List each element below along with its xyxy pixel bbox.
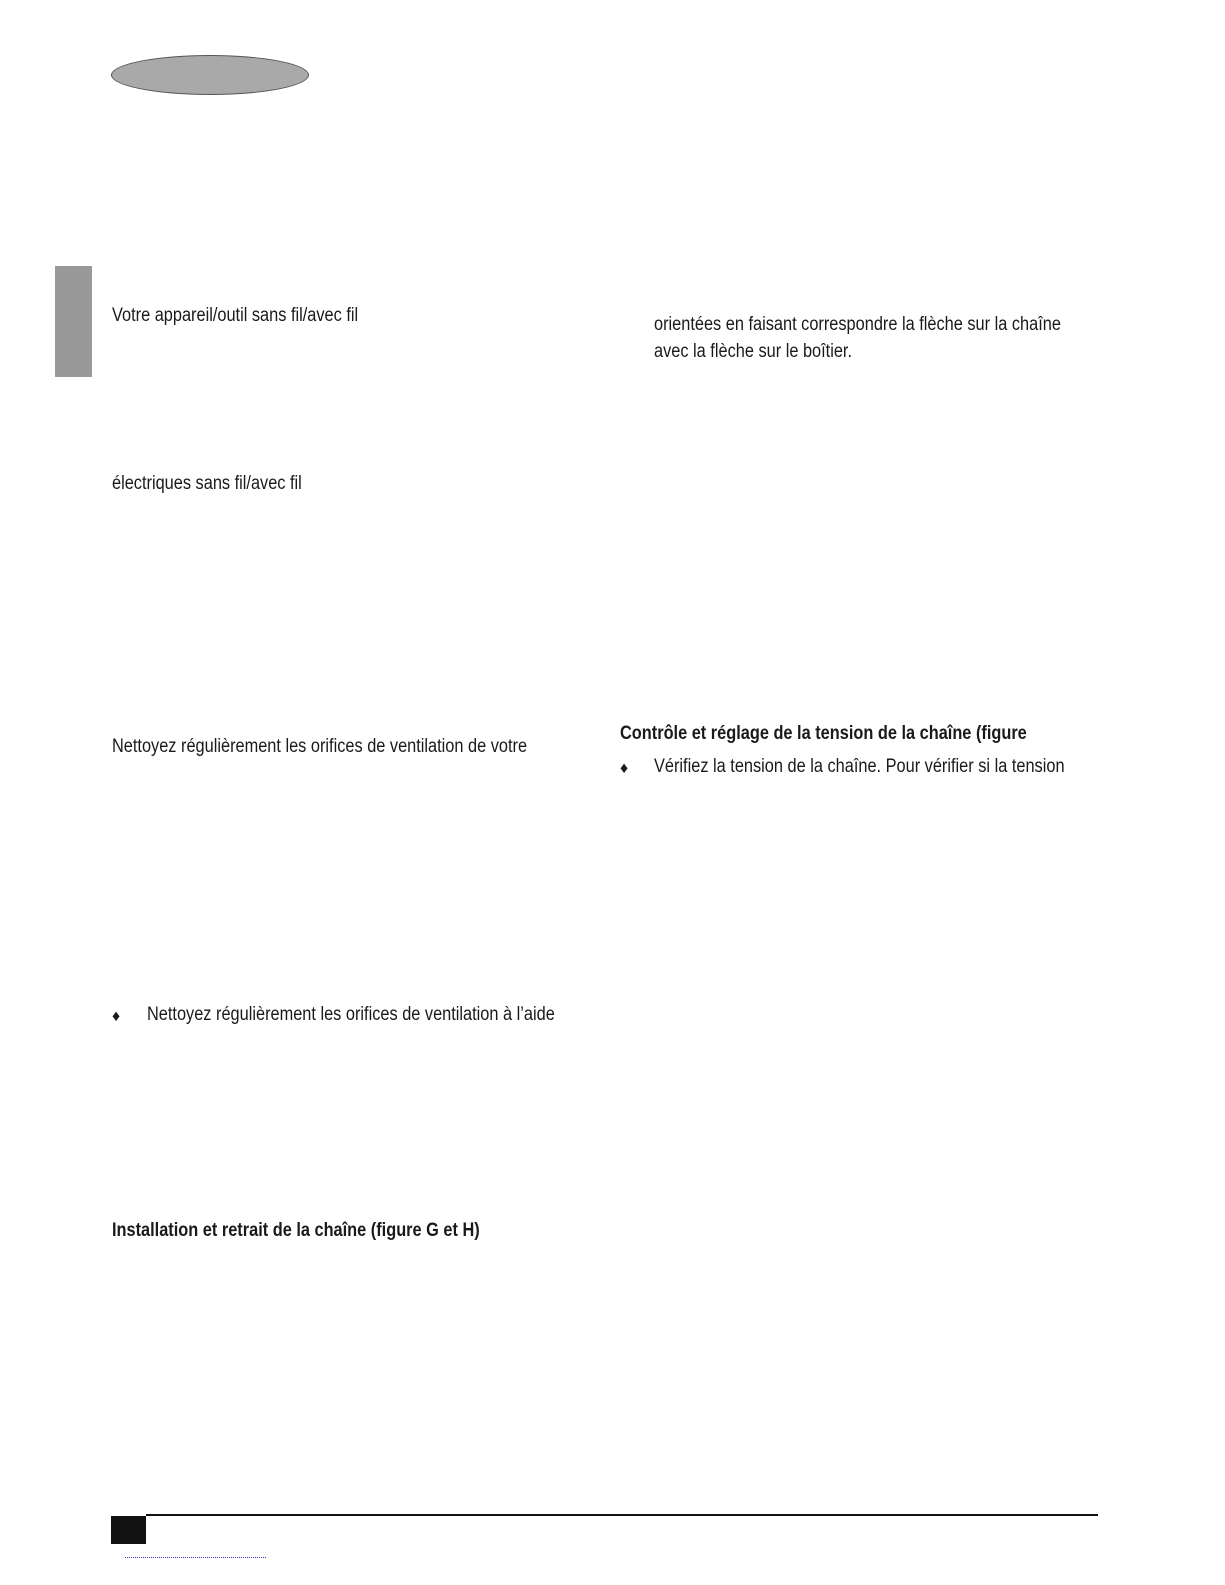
left-text-line-2: électriques sans fil/avec fil: [112, 473, 302, 494]
left-section-heading: Installation et retrait de la chaîne (figure G et H): [112, 1220, 480, 1241]
language-side-tab: [55, 266, 92, 377]
right-section-heading: Contrôle et réglage de la tension de la chaîne (figure: [620, 723, 1027, 744]
left-text-line-3: Nettoyez régulièrement les orifices de ventilation de votre: [112, 736, 528, 757]
right-bullet-text: Vérifiez la tension de la chaîne. Pour vérifier si la tension: [654, 756, 1065, 777]
left-bullet-text: Nettoyez régulièrement les orifices de ventilation à l’aide: [147, 1004, 555, 1025]
bullet-icon: ♦: [112, 1008, 121, 1025]
right-text-line-2: avec la flèche sur le boîtier.: [654, 341, 853, 362]
footer-rule: [146, 1514, 1098, 1516]
right-text-line-1: orientées en faisant correspondre la flèche sur la chaîne: [654, 314, 1061, 335]
left-text-line-1: Votre appareil/outil sans fil/avec fil: [112, 305, 359, 326]
dotted-link-line: [125, 1557, 266, 1558]
page-number-box: [111, 1516, 146, 1544]
bullet-icon: ♦: [620, 760, 629, 777]
language-oval-badge: [111, 55, 309, 95]
